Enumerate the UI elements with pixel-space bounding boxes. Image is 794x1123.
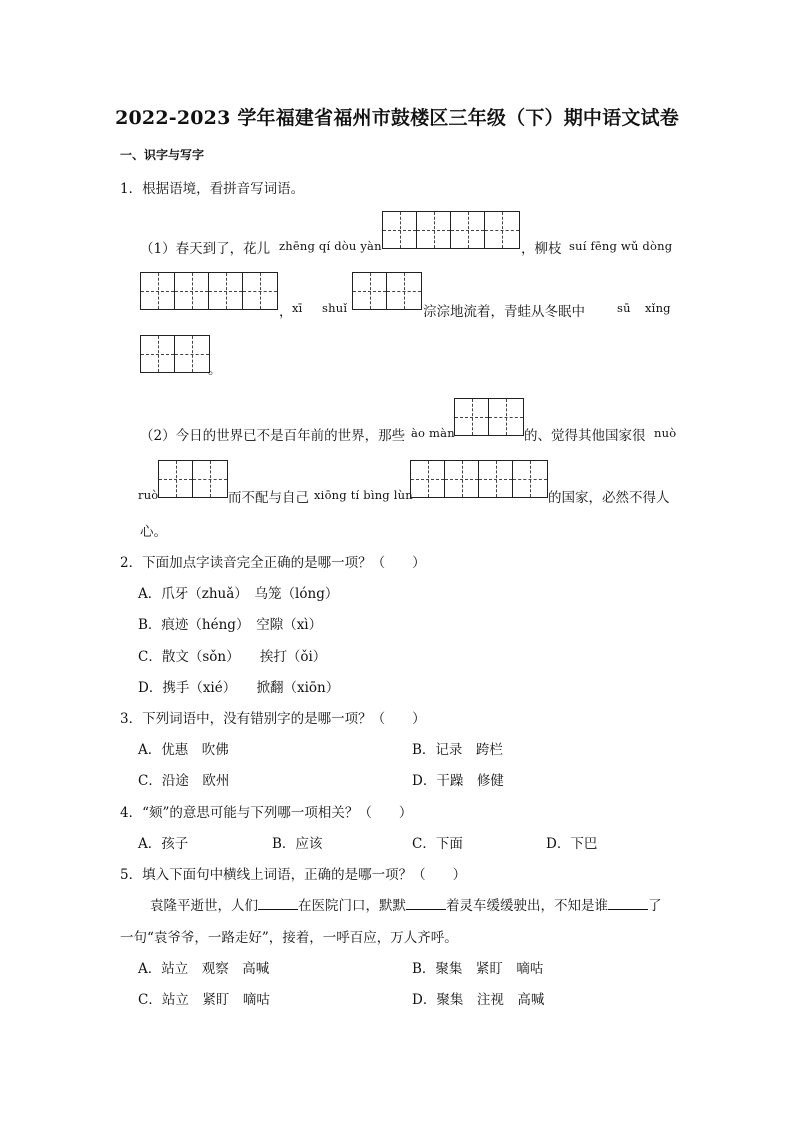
- grid-cell[interactable]: [479, 461, 513, 497]
- grid-cell[interactable]: [159, 461, 193, 497]
- q1-part2-text-e: 心。: [140, 524, 167, 540]
- pinyin-suifengwudong: suí fēng wǔ dòng: [569, 239, 673, 253]
- q5-option-a[interactable]: A．站立 观察 高喊: [138, 961, 270, 977]
- char-grid-nuoruo[interactable]: [158, 460, 228, 498]
- q2-stem: 2．下面加点字读音完全正确的是哪一项？（ ）: [120, 555, 426, 571]
- grid-cell[interactable]: [175, 336, 209, 372]
- q1-part1-text-e: 。: [208, 362, 222, 378]
- pinyin-suxing-1: sū: [617, 301, 631, 315]
- q5-blank-3[interactable]: [608, 897, 648, 910]
- page-title: 2022-2023 学年福建省福州市鼓楼区三年级（下）期中语文试卷: [115, 107, 679, 129]
- grid-cell[interactable]: [489, 399, 523, 435]
- char-grid-suxing[interactable]: [140, 335, 210, 373]
- q5-blank-2[interactable]: [406, 897, 446, 910]
- q1-part2-text-d: 的国家，必然不得人: [548, 490, 670, 506]
- q3-stem: 3．下列词语中，没有错别字的是哪一项？（ ）: [120, 711, 426, 727]
- q5-sentence-line2: 一句“袁爷爷，一路走好”，接着，一呼百应，万人齐呼。: [120, 930, 458, 946]
- grid-cell[interactable]: [141, 273, 175, 309]
- char-grid-xishui[interactable]: [352, 272, 422, 310]
- pinyin-xiongtibinglun: xiōng tí bìng lùn: [314, 488, 413, 502]
- char-grid-suifengwudong[interactable]: [140, 272, 278, 310]
- char-grid-zhengqidouyan[interactable]: [382, 211, 520, 249]
- grid-cell[interactable]: [209, 273, 243, 309]
- section-heading: 一、识字与写字: [120, 148, 205, 162]
- q1-stem: 1．根据语境，看拼音写词语。: [120, 181, 305, 197]
- q5-sentence-part2: 在医院门口，默默: [298, 898, 406, 914]
- q3-option-d[interactable]: D．干躁 修健: [412, 773, 504, 789]
- q2-option-d[interactable]: D．携手（xié） 掀翻（xiōn）: [138, 680, 340, 696]
- q4-option-a[interactable]: A．孩子: [138, 836, 189, 852]
- q5-option-b[interactable]: B．聚集 紧盯 嘀咕: [412, 961, 544, 977]
- q2-option-c[interactable]: C．散文（sǒn） 挨打（ǒi）: [138, 649, 327, 665]
- q1-part1-text-d: 淙淙地流着，青蛙从冬眠中: [423, 304, 585, 320]
- pinyin-aoman: ào màn: [411, 426, 455, 440]
- q3-option-c[interactable]: C．沿途 欧州: [138, 773, 230, 789]
- q5-stem: 5．填入下面句中横线上词语，正确的是哪一项？（ ）: [120, 867, 467, 883]
- q5-option-c[interactable]: C．站立 紧盯 嘀咕: [138, 992, 270, 1008]
- pinyin-xishui-1: xī: [292, 301, 303, 315]
- q5-sentence-part4: 了: [648, 898, 662, 914]
- char-grid-xiongtibinglun[interactable]: [410, 460, 548, 498]
- q1-part2-text-b: 的、觉得其他国家很: [524, 428, 646, 444]
- grid-cell[interactable]: [445, 461, 479, 497]
- grid-cell[interactable]: [353, 273, 387, 309]
- char-grid-aoman[interactable]: [454, 398, 524, 436]
- grid-cell[interactable]: [451, 212, 485, 248]
- q4-option-c[interactable]: C．下面: [412, 836, 463, 852]
- q1-part2-text-c: 而不配与自己: [228, 490, 309, 506]
- q2-option-a[interactable]: A．爪牙（zhuǎ） 乌笼（lóng）: [138, 586, 339, 602]
- pinyin-zhengqidouyan: zhēng qí dòu yàn: [279, 239, 382, 253]
- grid-cell[interactable]: [387, 273, 421, 309]
- q5-blank-1[interactable]: [258, 897, 298, 910]
- grid-cell[interactable]: [485, 212, 519, 248]
- q1-part1-text-a: （1）春天到了，花儿: [140, 241, 271, 257]
- grid-cell[interactable]: [193, 461, 227, 497]
- pinyin-nuoruo-1: nuò: [654, 426, 677, 440]
- q1-part1-text-c: ，: [279, 304, 293, 320]
- q1-part2-text-a: （2）今日的世界已不是百年前的世界，那些: [140, 428, 406, 444]
- pinyin-nuoruo-2: ruò: [138, 488, 159, 502]
- grid-cell[interactable]: [383, 212, 417, 248]
- q5-option-d[interactable]: D．聚集 注视 高喊: [412, 992, 545, 1008]
- q5-sentence-part3: 着灵车缓缓驶出，不知是谁: [446, 898, 608, 914]
- grid-cell[interactable]: [411, 461, 445, 497]
- q3-option-a[interactable]: A．优惠 吹佛: [138, 742, 229, 758]
- grid-cell[interactable]: [513, 461, 547, 497]
- grid-cell[interactable]: [455, 399, 489, 435]
- grid-cell[interactable]: [243, 273, 277, 309]
- grid-cell[interactable]: [141, 336, 175, 372]
- q4-option-d[interactable]: D．下巴: [546, 836, 598, 852]
- q5-sentence-part1: 袁隆平逝世，人们: [150, 898, 258, 914]
- grid-cell[interactable]: [417, 212, 451, 248]
- pinyin-xishui-2: shuǐ: [322, 301, 348, 315]
- q2-option-b[interactable]: B．痕迹（héng） 空隙（xì）: [138, 617, 323, 633]
- q1-part1-text-b: ，柳枝: [521, 241, 562, 257]
- q4-stem: 4．“颏”的意思可能与下列哪一项相关？（ ）: [120, 805, 413, 821]
- pinyin-suxing-2: xǐng: [645, 301, 671, 315]
- q3-option-b[interactable]: B．记录 跨栏: [412, 742, 503, 758]
- q5-sentence-line1: [150, 894, 676, 914]
- q4-option-b[interactable]: B．应该: [272, 836, 323, 852]
- grid-cell[interactable]: [175, 273, 209, 309]
